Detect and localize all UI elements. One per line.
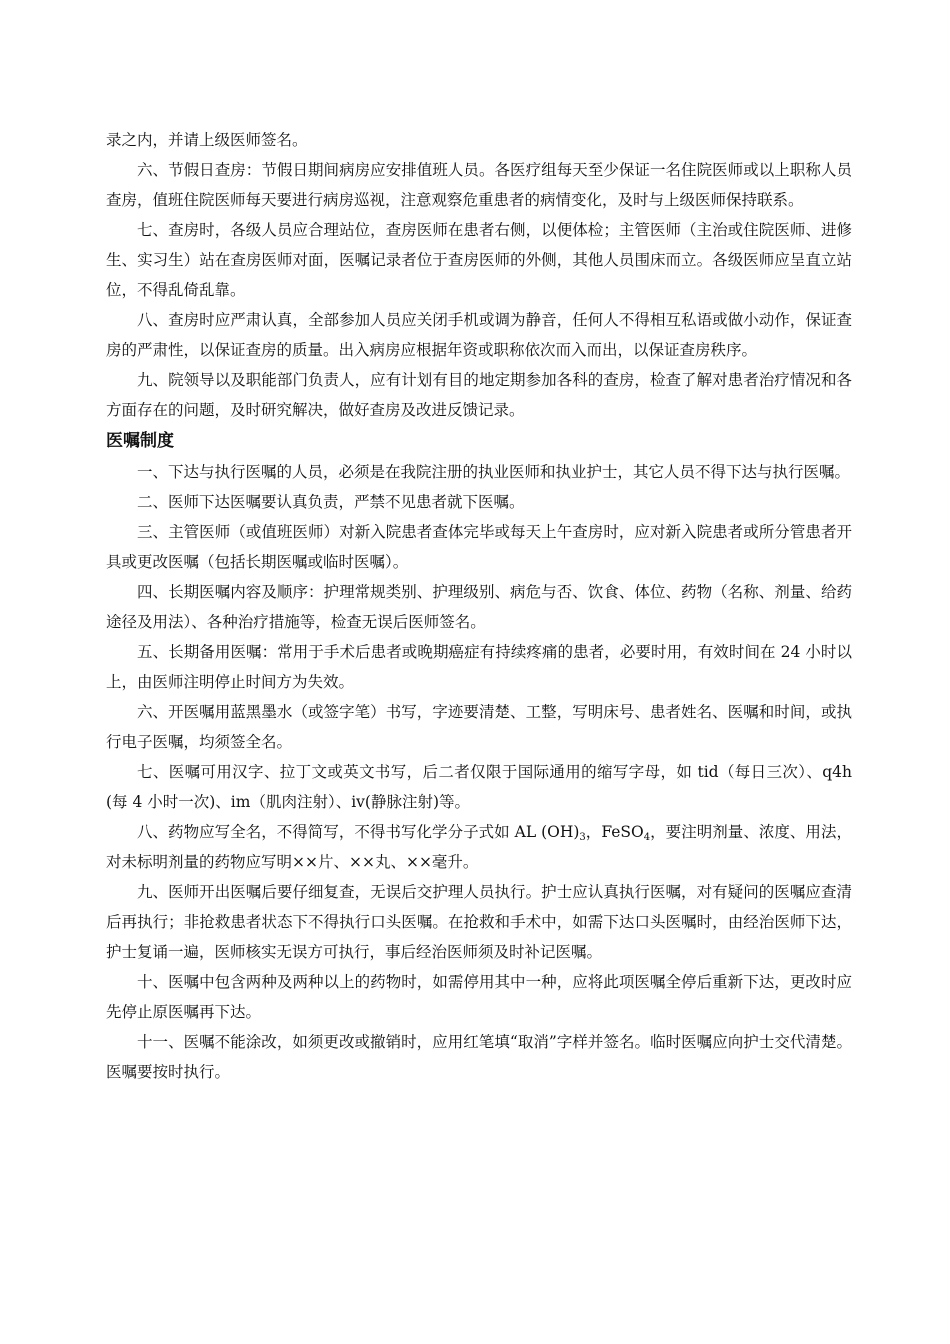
orders-item-8-part3: ，要注明剂量、浓度、用法，对未标明剂量的药物应写明××片、××丸、××毫升。 [106, 823, 852, 871]
orders-item-10: 十、医嘱中包含两种及两种以上的药物时，如需停用其中一种，应将此项医嘱全停后重新下达，更改时应先停止原医嘱再下达。 [106, 973, 852, 1021]
orders-item-4: 四、长期医嘱内容及顺序：护理常规类别、护理级别、病危与否、饮食、体位、药物（名称、剂量、给药途径及用法）、各种治疗措施等，检查无误后医师签名。 [106, 583, 852, 631]
continuation-paragraph: 录之内，并请上级医师签名。 [106, 131, 308, 149]
rounds-item-6: 六、节假日查房：节假日期间病房应安排值班人员。各医疗组每天至少保证一名住院医师或以上职称人员查房，值班住院医师每天要进行病房巡视，注意观察危重患者的病情变化，及时与上级医师保持联系。 [106, 161, 852, 209]
orders-item-1: 一、下达与执行医嘱的人员，必须是在我院注册的执业医师和执业护士，其它人员不得下达与执行医嘱。 [137, 463, 851, 481]
orders-item-3: 三、主管医师（或值班医师）对新入院患者查体完毕或每天上午查房时，应对新入院患者或所分管患者开具或更改医嘱（包括长期医嘱或临时医嘱）。 [106, 523, 852, 571]
section-title-medical-orders: 医嘱制度 [106, 431, 174, 451]
formula-subscript-3: 3 [579, 832, 586, 843]
orders-item-2: 二、医师下达医嘱要认真负责，严禁不见患者就下医嘱。 [137, 493, 525, 511]
rounds-item-9: 九、院领导以及职能部门负责人，应有计划有目的地定期参加各科的查房，检查了解对患者治疗情况和各方面存在的问题，及时研究解决，做好查房及改进反馈记录。 [106, 371, 852, 419]
orders-item-9: 九、医师开出医嘱后要仔细复查，无误后交护理人员执行。护士应认真执行医嘱，对有疑问的医嘱应查清后再执行；非抢救患者状态下不得执行口头医嘱。在抢救和手术中，如需下达口头医嘱时，由经治医师下达，护士复诵一遍，医师核实无误方可执行，事后经治医师须及时补记医嘱。 [106, 883, 852, 961]
orders-item-8-part2: ，FeSO [585, 823, 644, 841]
orders-item-6: 六、开医嘱用蓝黑墨水（或签字笔）书写，字迹要清楚、工整，写明床号、患者姓名、医嘱和时间，或执行电子医嘱，均须签全名。 [106, 703, 852, 751]
formula-subscript-4: 4 [643, 832, 651, 843]
orders-item-7: 七、医嘱可用汉字、拉丁文或英文书写，后二者仅限于国际通用的缩写字母，如 tid（每日三次）、q4h(每 4 小时一次)、im（肌肉注射）、iv(静脉注射)等。 [106, 763, 852, 811]
rounds-item-8: 八、查房时应严肃认真，全部参加人员应关闭手机或调为静音，任何人不得相互私语或做小动作，保证查房的严肃性，以保证查房的质量。出入病房应根据年资或职称依次而入而出，以保证查房秩序。 [106, 311, 852, 359]
orders-item-5: 五、长期备用医嘱：常用于手术后患者或晚期癌症有持续疼痛的患者，必要时用，有效时间在 24 小时以上，由医师注明停止时间方为失效。 [106, 643, 852, 691]
orders-item-11: 十一、医嘱不能涂改，如须更改或撤销时，应用红笔填“取消”字样并签名。临时医嘱应向护士交代清楚。医嘱要按时执行。 [106, 1033, 852, 1081]
rounds-item-7: 七、查房时，各级人员应合理站位，查房医师在患者右侧，以便体检；主管医师（主治或住院医师、进修生、实习生）站在查房医师对面，医嘱记录者位于查房医师的外侧，其他人员围床而立。各级医师应呈直立站位，不得乱倚乱靠。 [106, 221, 852, 299]
orders-item-8 [106, 817, 852, 877]
page-content [106, 125, 852, 1087]
orders-item-8-part1: 八、药物应写全名，不得简写，不得书写化学分子式如 AL (OH) [137, 823, 580, 841]
